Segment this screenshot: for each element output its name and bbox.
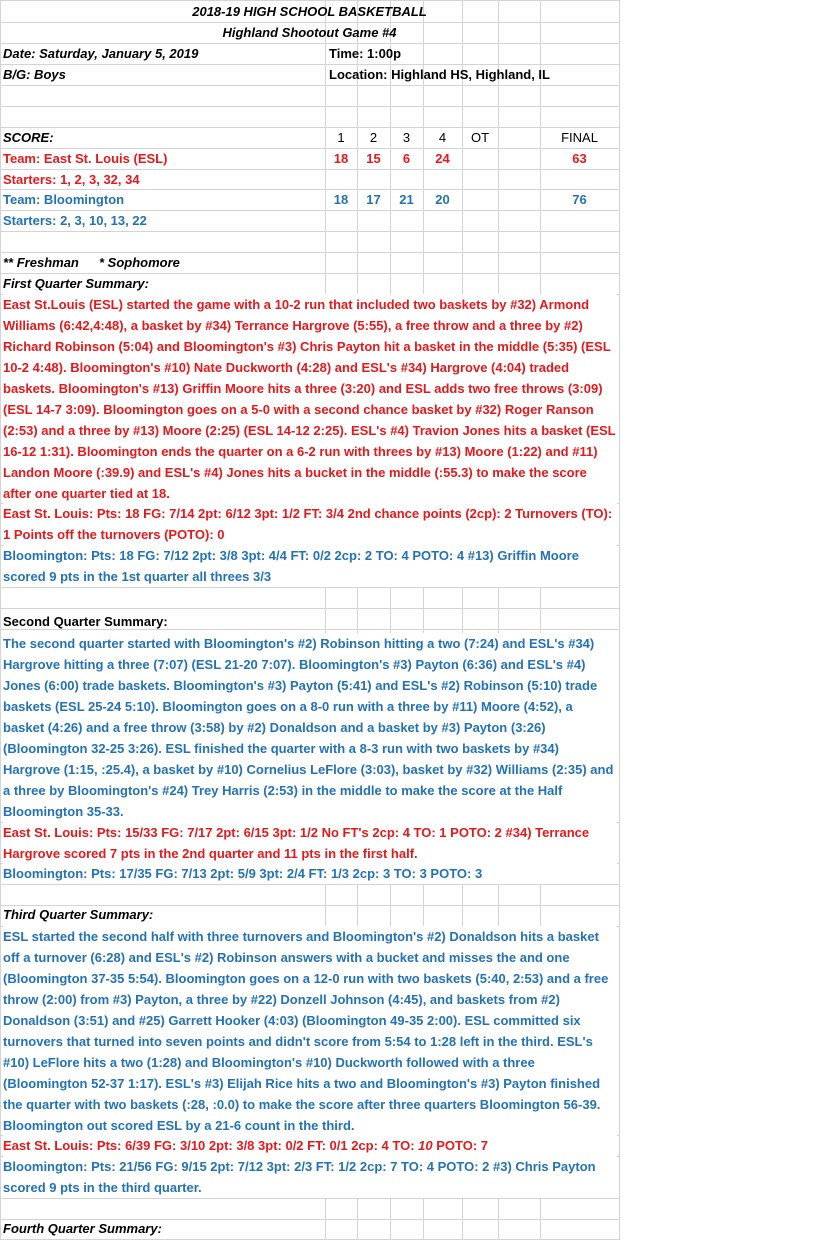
score-col-4: 4 (438, 130, 447, 145)
game-location: Location: Highland HS, Highland, IL (329, 67, 550, 82)
q2-summary: The second quarter started with Bloomington's #2) Robinson hitting a two (7:24) and ESL's #34) Hargrove hitting a three (7:07) (ESL 21-20 7:07). Bloomington's #3) Payton (6:36) and ESL's #4) Jones (6:00) trade baskets. Bloomington's #3) Payton (5:41) and ESL's #2) Robinson (5:10) trade baskets (ESL 25-24 5:10). Bloomington goes on a 8-0 run with a three by #11) Moore (4:52), a basket (4:26) and a free throw (3:58) by #2) Donaldson and a basket by #3) Payton (3:26) (Bloomington 32-25 3:26). ESL finished the quarter with a 8-3 run with two baskets by #34) Hargrove (1:15, :25.4), a basket by #10) Cornelius LeFlore (3:03), basket by #32) Williams (2:35) and a three by Bloomington's #24) Trey Harris (2:53) in the middle to make the score at the Half Bloomington 35-33. (3, 633, 617, 822)
team1-q2: 15 (366, 151, 381, 166)
q3-esl-stats-text: East St. Louis: Pts: 6/39 FG: 3/10 2pt: 3/8 3pt: 0/2 FT: 0/1 2cp: 4 TO: (3, 1138, 419, 1153)
grid-row-line (0, 85, 619, 86)
game-time: Time: 1:00p (329, 46, 402, 61)
q4-heading: Fourth Quarter Summary: (3, 1221, 162, 1236)
team1-q4: 24 (435, 151, 450, 166)
q3-summary: ESL started the second half with three turnovers and Bloomington's #2) Donaldson hits a basket off a turnover (6:28) and ESL's #2) Robinson answers with a bucket and misses the and one (Bloomington 37-35 5:54). Bloomington goes on a 12-0 run with two baskets (5:40, 2:53) and a free throw (2:00) from #3) Payton, a three by #22) Donzell Johnson (4:45), and baskets from #2) Donaldson (3:51) and #25) Garrett Hooker (4:03) (Bloomington 49-35 2:00). ESL committed six turnovers that turned into seven points and didn't score from 5:54 to 1:28 left in the third. ESL's #10) LeFlore hits a two (1:28) and Bloomington's #10) Duckworth followed with a three (Bloomington 52-37 1:17). ESL's #3) Elijah Rice hits a two and Bloomington's #3) Payton finished the quarter with two baskets (:28, :0.0) to make the score after three quarters Bloomington 56-39. Bloomington out scored ESL by a 21-6 count in the third. (3, 926, 617, 1136)
score-col-ot: OT (470, 130, 490, 145)
team1-starters: Starters: 1, 2, 3, 32, 34 (3, 172, 140, 187)
grid-row-line (0, 252, 619, 253)
game-subtitle: Highland Shootout Game #4 (222, 25, 397, 40)
team2-q2: 17 (366, 192, 381, 207)
grid-row-line (0, 1198, 619, 1199)
q3-bloomington-stats: Bloomington: Pts: 21/56 FG: 9/15 2pt: 7/12 3pt: 2/3 FT: 1/2 2cp: 7 TO: 4 POTO: 2 #3) Chris Payton scored 9 pts in the third quarter. (3, 1156, 617, 1198)
q2-heading: Second Quarter Summary: (3, 614, 168, 629)
team2-q4: 20 (435, 192, 450, 207)
team1-q1: 18 (333, 151, 349, 166)
q3-esl-turnovers: 10 (418, 1138, 433, 1153)
q2-bloomington-stats: Bloomington: Pts: 17/35 FG: 7/13 2pt: 5/9 3pt: 2/4 FT: 1/3 2cp: 3 TO: 3 POTO: 3 (3, 863, 617, 884)
q2-esl-stats: East St. Louis: Pts: 15/33 FG: 7/17 2pt: 6/15 3pt: 1/2 No FT's 2cp: 4 TO: 1 POTO: 2 #34) Terrance Hargrove scored 7 pts in the 2nd quarter and 11 pts in the first half. (3, 822, 617, 864)
team2-final: 76 (572, 192, 587, 207)
team2-name: Team: Bloomington (3, 192, 125, 207)
grid-row-line (0, 884, 619, 885)
score-col-final: FINAL (561, 130, 598, 145)
grid-row-line (0, 231, 619, 232)
score-col-1: 1 (337, 130, 345, 145)
q3-heading: Third Quarter Summary: (3, 907, 154, 922)
team1-name: Team: East St. Louis (ESL) (3, 151, 168, 166)
q1-summary: East St.Louis (ESL) started the game with a 10-2 run that included two baskets by #32) Armond Williams (6:42,4:48), a basket by #34) Terrance Hargrove (5:55), a free throw and a three by #2) Richard Robinson (5:04) and Bloomington's #3) Chris Payton hit a basket in the middle (5:35) (ESL 10-2 4:48). Bloomington's #10) Nate Duckworth (4:28) and ESL's #34) Hargrove (4:04) traded baskets. Bloomington's #13) Griffin Moore hits a three (3:20) and ESL adds two free throws (3:09) (ESL 14-7 3:09). Bloomington goes on a 5-0 with a second chance basket by #32) Roger Ranson (2:53) and a three by #13) Moore (2:25) (ESL 14-12 2:25). ESL's #4) Travion Jones hits a basket (ESL 16-12 1:31). Bloomington ends the quarter on a 6-2 run with threes by #13) Moore (1:22) and #11) Landon Moore (:39.9) and ESL's #4) Jones hits a bucket in the middle (:55.3) to make the score after one quarter tied at 18. (3, 294, 617, 504)
gender-label: B/G: Boys (3, 67, 66, 82)
q3-esl-stats-text-2: POTO: 7 (432, 1138, 489, 1153)
team1-final: 63 (572, 151, 587, 166)
team2-q1: 18 (333, 192, 349, 207)
sheet-title: 2018-19 HIGH SCHOOL BASKETBALL (192, 4, 427, 19)
score-col-2: 2 (369, 130, 378, 145)
grid-row-line (0, 106, 619, 107)
grid-col-line (619, 0, 620, 1240)
grid-col-line (0, 0, 1, 1240)
score-label: SCORE: (3, 130, 54, 145)
q1-esl-stats: East St. Louis: Pts: 18 FG: 7/14 2pt: 6/12 3pt: 1/2 FT: 3/4 2nd chance points (2cp): 2 Turnovers (TO): 1 Points off the turnovers (POTO): 0 (3, 503, 617, 545)
grid-row-line (0, 587, 619, 588)
game-date: Date: Saturday, January 5, 2019 (3, 46, 199, 61)
sophomore-legend: * Sophomore (99, 255, 180, 270)
grid-row-line (0, 608, 619, 609)
team1-q3: 6 (402, 151, 411, 166)
q1-bloomington-stats: Bloomington: Pts: 18 FG: 7/12 2pt: 3/8 3pt: 4/4 FT: 0/2 2cp: 2 TO: 4 POTO: 4 #13) Griffin Moore scored 9 pts in the 1st quarter all threes 3/3 (3, 545, 617, 587)
q1-heading: First Quarter Summary: (3, 276, 149, 291)
score-col-3: 3 (402, 130, 411, 145)
team2-starters: Starters: 2, 3, 10, 13, 22 (3, 213, 147, 228)
grid-row-line (0, 127, 619, 128)
q3-esl-stats (3, 1135, 617, 1156)
freshman-legend: ** Freshman (3, 255, 79, 270)
grid-row-line (0, 0, 619, 1)
team2-q3: 21 (399, 192, 414, 207)
